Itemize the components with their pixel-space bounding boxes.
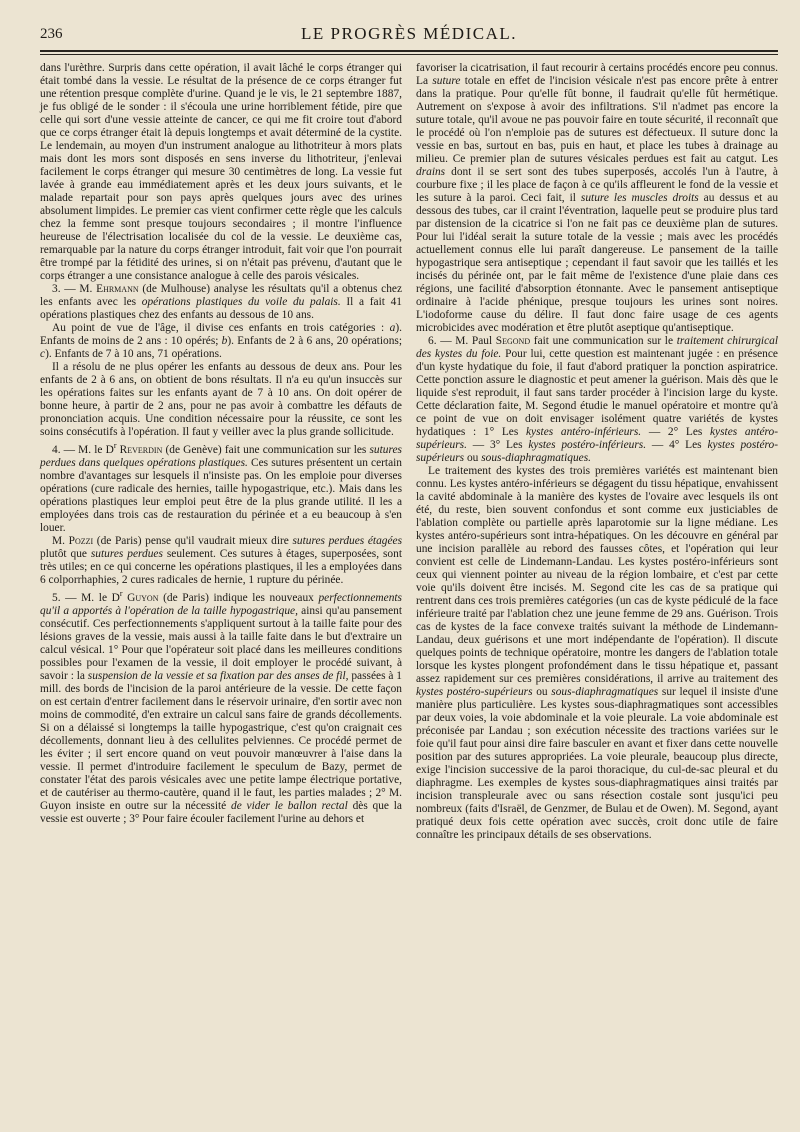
- text-run: Pour lui, cette question est maintenant jugée : en présence d'un kyste hydatique du foie, il faut d'abord pratiquer la ponction aspiratrice. Cette ponction assure le diagnostic et peut amener la guérison. Mais dès que le liquide s'est reproduit, il faut sans tarder procéder à l'incision large du kyste. Cette déclaration faite, M. Segond étudie le manuel opératoire et montre qu'à ce point de vue on doit envisager isolément quatre variétés de kystes hydatiques : 1° Les: [416, 348, 778, 438]
- text-run: ainsi qu'au pansement consécutif. Ces perfectionnements s'appliquent surtout à la taille faite pour des lésions graves de la vessie, mais aussi à la taille faite dans le but d'extraire un calcul vésical. 1° Pour que l'opérateur soit placé dans les meilleures conditions possibles pour l'examen de la vessie, il doit employer le procédé suivant, à savoir : la: [40, 604, 402, 682]
- italic-text: opérations plastiques du voile du palais.: [141, 296, 341, 308]
- text-run: Ces sutures présentent un certain nombre d'avantages sur lesquels il n'insiste pas. On les emploie pour diverses opérations (cure radicale des hernies, taille hypogastrique, etc.). Mais dans les opérations plastiques leur emploi peut être de la plus grande utilité. Il les a employées dans trois cas de restauration du périnée et a eu beaucoup à s'en louer.: [40, 456, 403, 534]
- paragraph: [40, 62, 402, 283]
- paragraph: [416, 62, 778, 335]
- italic-text: kystes antéro-supérieurs.: [416, 426, 778, 451]
- text-run: — 4° Les: [646, 439, 708, 451]
- italic-text: sutures perdues étagées: [292, 534, 403, 547]
- text-run: (de Paris) indique les nouveaux: [158, 591, 319, 604]
- paragraph: [40, 535, 402, 587]
- left-column: [40, 62, 402, 826]
- text-run: plutôt que: [40, 547, 91, 560]
- text-run: (de Genève) fait une communication sur les: [162, 443, 370, 456]
- italic-text: a: [389, 322, 396, 334]
- text-run: ou: [464, 452, 482, 464]
- text-run: Il a fait 41 opérations plastiques chez des enfants au dessous de 10 ans.: [40, 296, 402, 321]
- author-name: Ehrmann: [96, 283, 139, 295]
- author-name: Segond: [495, 335, 531, 347]
- italic-text: suspension de la vessie et sa fixation par des anses de fil,: [87, 669, 349, 682]
- text-run: fait une communication sur le: [530, 335, 677, 347]
- italic-text: kystes postéro-supérieurs: [416, 439, 779, 464]
- text-run: — 2° Les: [641, 426, 710, 438]
- text-run: — 3° Les: [466, 439, 529, 451]
- text-run: (de Paris) pense qu'il vaudrait mieux dire: [93, 534, 293, 547]
- text-run: ). Enfants de 2 à 6 ans, 20 opérations;: [227, 335, 402, 347]
- journal-title: LE PROGRÈS MÉDICAL.: [301, 24, 517, 43]
- text-run: passées à 1 mill. des bords de l'incision de la paroi antérieure de la vessie. De cette façon on est certain d'entrer facilement dans le réservoir urinaire, d'en sortir avec non moins de commodité, d'en extraire un calcul sans faire de grands décollements. Si on a délaissé si longtemps la taille hypogastrique, c'est qu'on craignait ces décollements, donnant lieu à des cellulites pelviennes. Ce procédé permet de les éviter ; il sert encore quand on veut pouvoir manœuvrer à l'aise dans la vessie. Il permet d'introduire facilement le speculum de Bazy, permet de constater l'état des parois vésicales avec une petite lampe électrique portative, et de cautériser au thermo-cautère, quand il le faut, les parties malades ; 2° M. Guyon insiste en outre sur la nécessité: [40, 669, 402, 812]
- text-run: 3. — M.: [52, 283, 97, 295]
- text-run: 4. — M. le D: [52, 443, 114, 456]
- text-run: dès que la vessie est ouverte ; 3° Pour faire écouler facilement l'urine au dehors et: [40, 799, 402, 825]
- paragraph: [416, 335, 778, 465]
- text-run: Le traitement des kystes des trois premières variétés est maintenant bien connu. Les kystes antéro-inférieurs se dégagent du tissu hépatique, envahissent la cavité abdominale à la manière des kystes de l'ovaire avec lesquels ils ont été, du reste, bien souvent confondus et sont comme eux justiciables de l'ablation complète ou partielle après laparotomie sur la ligne médiane. Les kystes antéro-supérieurs sont intra-hépatiques. On les découvre en général par une incision parallèle au rebord des fausses côtes, et l'opération qui leur convient est celle de Lindemann-Landau. Les kystes postéro-inférieurs sont ceux qui viennent pointer au niveau de la région lombaire, et c'est par cette voie qu'ils doivent être incisés. M. Segond cite les cas de sa pratique qui rentrent dans ces trois premières catégories (un cas de kyste pédiculé de la face inférieure traité par l'ablation chez une jeune femme de 29 ans. Guérison. Trois cas de kystes de la face convexe traités suivant la méthode de Lindemann-Landau, deux guérisons et une mort indépendante de l'opération). Il discute quelques points de technique opératoire, montre les dangers de l'ablation totale lorsque les kystes plongent profondément dans le tissu hépatique et, passant assez rapidement sur ces premières considérations, il arrive au traitement des: [416, 465, 778, 685]
- text-run: totale en effet de l'incision vésicale n'est pas encore prête à entrer dans la pratique. Pour qu'elle fût bonne, il faudrait qu'elle fût hermétique. Autrement on s'expose à avoir des infiltrations. S'il n'admet pas encore la suture totale, qu'il avoue ne pas pouvoir faire en toute sécurité, il reconnaît que le procédé où l'on n'emploie pas de sutures est défectueux. Il suture donc la vessie en bas, surtout en bas, puis en haut, et place les tubes à drainage au milieu. Ce premier plan de sutures vésicales perdues est fait au catgut. Les: [416, 75, 778, 165]
- italic-text: sutures perdues: [90, 547, 163, 560]
- text-run: favoriser la cicatrisation, il faut recourir à certains procédés encore peu connus. La: [416, 62, 778, 87]
- author-name: Guyon: [127, 591, 159, 604]
- italic-text: sutures perdues dans quelques opérations plastiques.: [40, 443, 402, 469]
- italic-text: c: [40, 348, 46, 360]
- italic-text: suture: [432, 75, 461, 87]
- superscript: r: [113, 441, 117, 450]
- italic-text: perfectionnements qu'il a apportés à l'opération de la taille hypogastrique,: [40, 591, 402, 617]
- italic-text: de vider le ballon rectal: [231, 799, 348, 812]
- paragraph: [416, 465, 778, 842]
- author-name: Reverdin: [119, 443, 163, 456]
- paragraph: [40, 283, 402, 322]
- paragraph: [40, 439, 402, 535]
- text-run: au dessus et au dessous des tubes, car il craint l'éventration, laquelle peut se produire plus tard par distension de la cicatrice si l'on ne fait pas ce deuxième plan de sutures. Pour lui l'idéal serait la suture totale de la vessie ; mais avec les procédés actuellement connus elle lui paraît dangereuse. Le pansement de la taille hypogastrique sera antiseptique ; cependant il faut savoir que les taillés et les incisés du périnée ont, par le fait même de l'existence d'une plaie dans ces régions, une facilité d'absorption étonnante. Avec le pansement antiseptique ordinaire à l'acide phénique, presque toujours les urines sont noires. L'iodoforme cause du délire. Il faut donc faire usage de ces agents microbicides avec modération et être plutôt aseptique qu'antiseptique.: [416, 192, 779, 334]
- text-run: Au point de vue de l'âge, il divise ces enfants en trois catégories :: [52, 322, 390, 334]
- text-run: 6. — M. Paul: [428, 335, 496, 347]
- text-run: ou: [532, 686, 552, 698]
- right-column: [416, 62, 778, 842]
- header-rule-thin: [40, 54, 778, 55]
- text-run: (de Mulhouse) analyse les résultats qu'il a obtenus chez les enfants avec les: [40, 283, 403, 308]
- text-run: dans l'urèthre. Surpris dans cette opération, il avait lâché le corps étranger qui était tombé dans la vessie. Le résultat de la présence de ce corps étranger fut une rétention presque complète d'urine. Quand je le vis, le 21 septembre 1887, je fus obligé de le sonder : il s'écoula une urine horriblement fétide, pire que celle qui sort d'une vessie atteinte de cancer, ce qui me fit croire tout d'abord que ce corps étranger était là depuis longtemps et avait déterminé de la cystite. Le lendemain, au moyen d'un instrument analogue au lithotriteur à mors plats mais dont les mors sont disposés en sens inverse du lithotriteur, j'enlevai facilement le corps étranger qui mesure 30 centimètres de long. La vessie fut lavée à grande eau immédiatement après et les deux jours suivants, et le malade repartait pour son pays après quelques jours avec des urines absolument limpides. Le premier cas vient confirmer cette règle que les calculs chez la femme sont presque toujours secondaires ; il montre l'influence heureuse de l'électrisation localisée du col de la vessie. Le deuxième cas, remarquable par la nature du corps étranger introduit, fait voir que l'on pourrait être trompé par la fétidité des urines, si on n'était pas prévenu, d'autant que le corps étranger a une consistance analogue à celle des parois vésicales.: [40, 62, 402, 282]
- superscript: r: [119, 588, 123, 598]
- italic-text: sous-diaphragmatiques.: [481, 452, 591, 464]
- author-name: Pozzi: [68, 534, 94, 547]
- italic-text: kystes antéro-inférieurs.: [525, 426, 642, 438]
- paragraph: [40, 361, 402, 439]
- text-run: M.: [52, 534, 69, 547]
- text-run: ). Enfants de moins de 2 ans : 10 opérés;: [40, 322, 402, 347]
- text-run: 5. — M. le D: [52, 591, 120, 604]
- text-run: Il a résolu de ne plus opérer les enfants au dessous de deux ans. Pour les enfants de 2 à 6 ans, on obtient de bons résultats. Il n'a eu qu'un insuccès sur les opérations faites sur les enfants ayant de 7 à 10 ans. On doit opérer de bonne heure, à partir de 2 ans, pour ne pas avoir à combattre les défauts de prononciation acquis. Une condition nécessaire pour la réussite, ce sont les soins consécutifs à l'opération. Il faut y veiller avec la plus grande sollicitude.: [40, 361, 402, 438]
- italic-text: traitement chirurgical des kystes du foie.: [416, 335, 778, 360]
- italic-text: sous-diaphragmatiques: [551, 686, 659, 698]
- paragraph: [40, 587, 402, 826]
- italic-text: kystes postéro-supérieurs: [416, 686, 533, 698]
- text-run: ). Enfants de 7 à 10 ans, 71 opérations.: [45, 348, 222, 360]
- text-run: sur lequel il insiste d'une manière plus particulière. Les kystes sous-diaphragmatiques sont accessibles par deux voies, la voie abdominale et la voie pleurale. La voie abdominale est préconisée par Landau ; son exécution nécessite des tractions variées sur le foie qu'il faut pour ainsi dire faire basculer en avant et fixer dans cette nouvelle position par des sutures appropriées. La voie pleurale, beaucoup plus directe, exige l'incision successive de la paroi thoracique, du cul-de-sac pleural et du diaphragme. Les exemples de kystes sous-diaphragmatiques ainsi traités par incision transpleurale avec ou sans résection costale sont jusqu'ici peu nombreux (faits d'Israël, de Genzmer, de Bulau et de Owen). M. Segond, ayant pratiqué deux fois cette opération avec succès, croit donc utile de faire connaître les principaux détails de ses observations.: [416, 686, 778, 841]
- italic-text: drains: [416, 166, 446, 178]
- italic-text: kystes postéro-inférieurs.: [528, 439, 647, 451]
- text-run: seulement. Ces sutures à étages, superposées, sont très utiles; en ce qui concerne les opérations plastiques, il les a employées dans 6 colporrhaphies, 2 cures radicales de hernie, 1 rupture du périnée.: [40, 547, 402, 586]
- page-number: 236: [40, 26, 63, 42]
- paragraph: [40, 322, 402, 361]
- text-run: dont il se sert sont des tubes superposés, accolés l'un à l'autre, à courbure fixe ; il les place de façon à ce qu'ils affleurent le fond de la vessie et les suture à la paroi. Ceci fait, il: [416, 166, 778, 204]
- page-header: [40, 20, 778, 50]
- italic-text: suture les muscles droits: [580, 192, 699, 204]
- italic-text: b: [221, 335, 228, 347]
- header-rule-thick: [40, 50, 778, 52]
